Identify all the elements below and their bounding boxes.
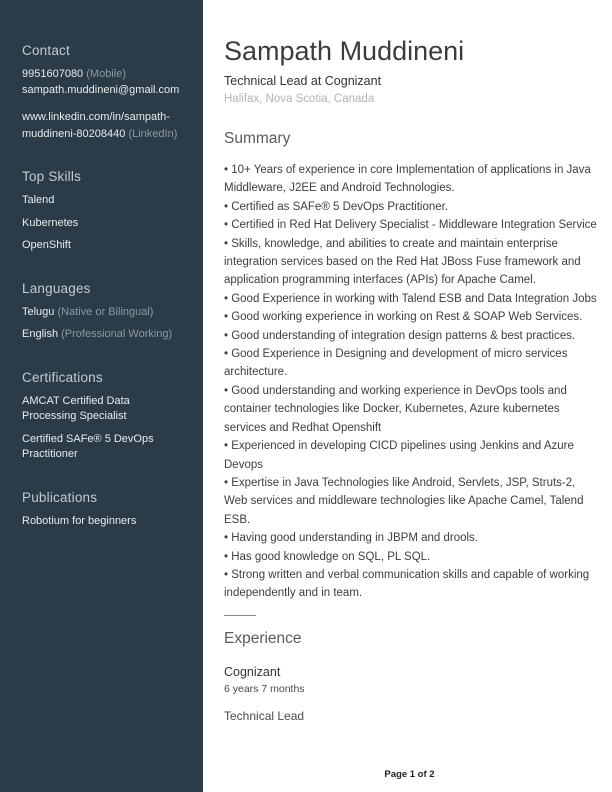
summary-heading: Summary <box>224 130 291 147</box>
languages-heading: Languages <box>22 280 91 296</box>
headline: Technical Lead at Cognizant <box>224 74 382 88</box>
summary-bullet: • Expertise in Java Technologies like Android, Servlets, JSP, Struts-2, Web services and middleware technologies like Apache Camel, Talend ESB. <box>224 476 584 526</box>
publications-heading: Publications <box>22 489 98 505</box>
phone-number: 9951607080 <box>22 68 84 80</box>
summary-bullet: • Strong written and verbal communication skills and capable of working independently and in team. <box>224 568 590 600</box>
email-link[interactable]: sampath.muddineni@gmail.com <box>22 83 180 96</box>
summary-bullet: • Skills, knowledge, and abilities to create and maintain enterprise integration services based on the Red Hat JBoss Fuse framework and application programming interfaces (APIs) for Apache Camel. <box>224 237 581 287</box>
publications-section <box>22 490 185 530</box>
summary-bullet: • Having good understanding in JBPM and drools. <box>224 532 478 545</box>
linkedin-line <box>22 109 185 142</box>
certification-item: Certified SAFe® 5 DevOps Practitioner <box>22 432 154 460</box>
language-name: Telugu <box>22 305 55 318</box>
linkedin-link[interactable]: www.linkedin.com/in/sampath-muddineni-80208440 <box>22 111 170 140</box>
linkedin-label: (LinkedIn) <box>128 127 178 140</box>
phone-label: (Mobile) <box>86 68 126 80</box>
experience-role: Technical Lead <box>224 708 305 723</box>
summary-bullet: • Good Experience in working with Talend ESB and Data Integration Jobs <box>224 292 597 305</box>
summary-bullet: • Good working experience in working on Rest & SOAP Web Services. <box>224 311 583 324</box>
contact-heading: Contact <box>22 43 70 58</box>
summary-bullet: • Certified as SAFe® 5 DevOps Practitioner. <box>224 200 449 213</box>
summary-bullet: • Has good knowledge on SQL, PL SQL. <box>224 550 431 563</box>
summary-bullet: • 10+ Years of experience in core Implementation of applications in Java Middleware, J2EE and Android Technologies. <box>224 164 591 195</box>
experience-company: Cognizant <box>224 664 281 679</box>
summary-bullet: • Good Experience in Designing and development of micro services architecture. <box>224 348 568 379</box>
skill-item: Kubernetes <box>22 216 79 229</box>
section-divider <box>224 615 256 616</box>
summary-bullet: • Experienced in developing CICD pipelines using Jenkins and Azure Devops <box>224 440 574 471</box>
top-skills-heading: Top Skills <box>22 169 82 184</box>
certifications-section <box>22 370 185 463</box>
summary-bullet: • Certified in Red Hat Delivery Specialist - Middleware Integration Service <box>224 219 597 232</box>
language-level: (Native or Bilingual) <box>57 305 154 318</box>
summary-bullet: • Good understanding and working experience in DevOps tools and container technologies like Docker, Kubernetes, Azure kubernetes services and Redhat Openshift <box>224 384 567 434</box>
language-item <box>22 305 185 321</box>
summary-bullet: • Good understanding of integration design patterns & best practices. <box>224 329 576 342</box>
experience-duration: 6 years 7 months <box>224 682 305 695</box>
phone-line <box>22 67 185 83</box>
page-number: Page 1 of 2 <box>384 769 435 780</box>
language-level: (Professional Working) <box>61 328 173 340</box>
language-item <box>22 327 185 343</box>
summary-bullets <box>224 161 598 603</box>
location: Halifax, Nova Scotia, Canada <box>224 93 375 105</box>
skill-item: OpenShift <box>22 239 71 251</box>
top-skills-section <box>22 169 185 254</box>
contact-section <box>22 43 185 142</box>
skill-item: Talend <box>22 194 55 206</box>
languages-section <box>22 281 185 343</box>
certifications-heading: Certifications <box>22 369 103 385</box>
person-name: Sampath Muddineni <box>224 36 465 66</box>
experience-entry <box>224 665 598 723</box>
publication-item: Robotium for beginners <box>22 514 137 527</box>
resume-main <box>203 0 612 792</box>
certification-item: AMCAT Certified Data Processing Specialist <box>22 394 130 422</box>
experience-heading: Experience <box>224 629 302 647</box>
language-name: English <box>22 328 59 340</box>
sidebar <box>0 0 203 792</box>
